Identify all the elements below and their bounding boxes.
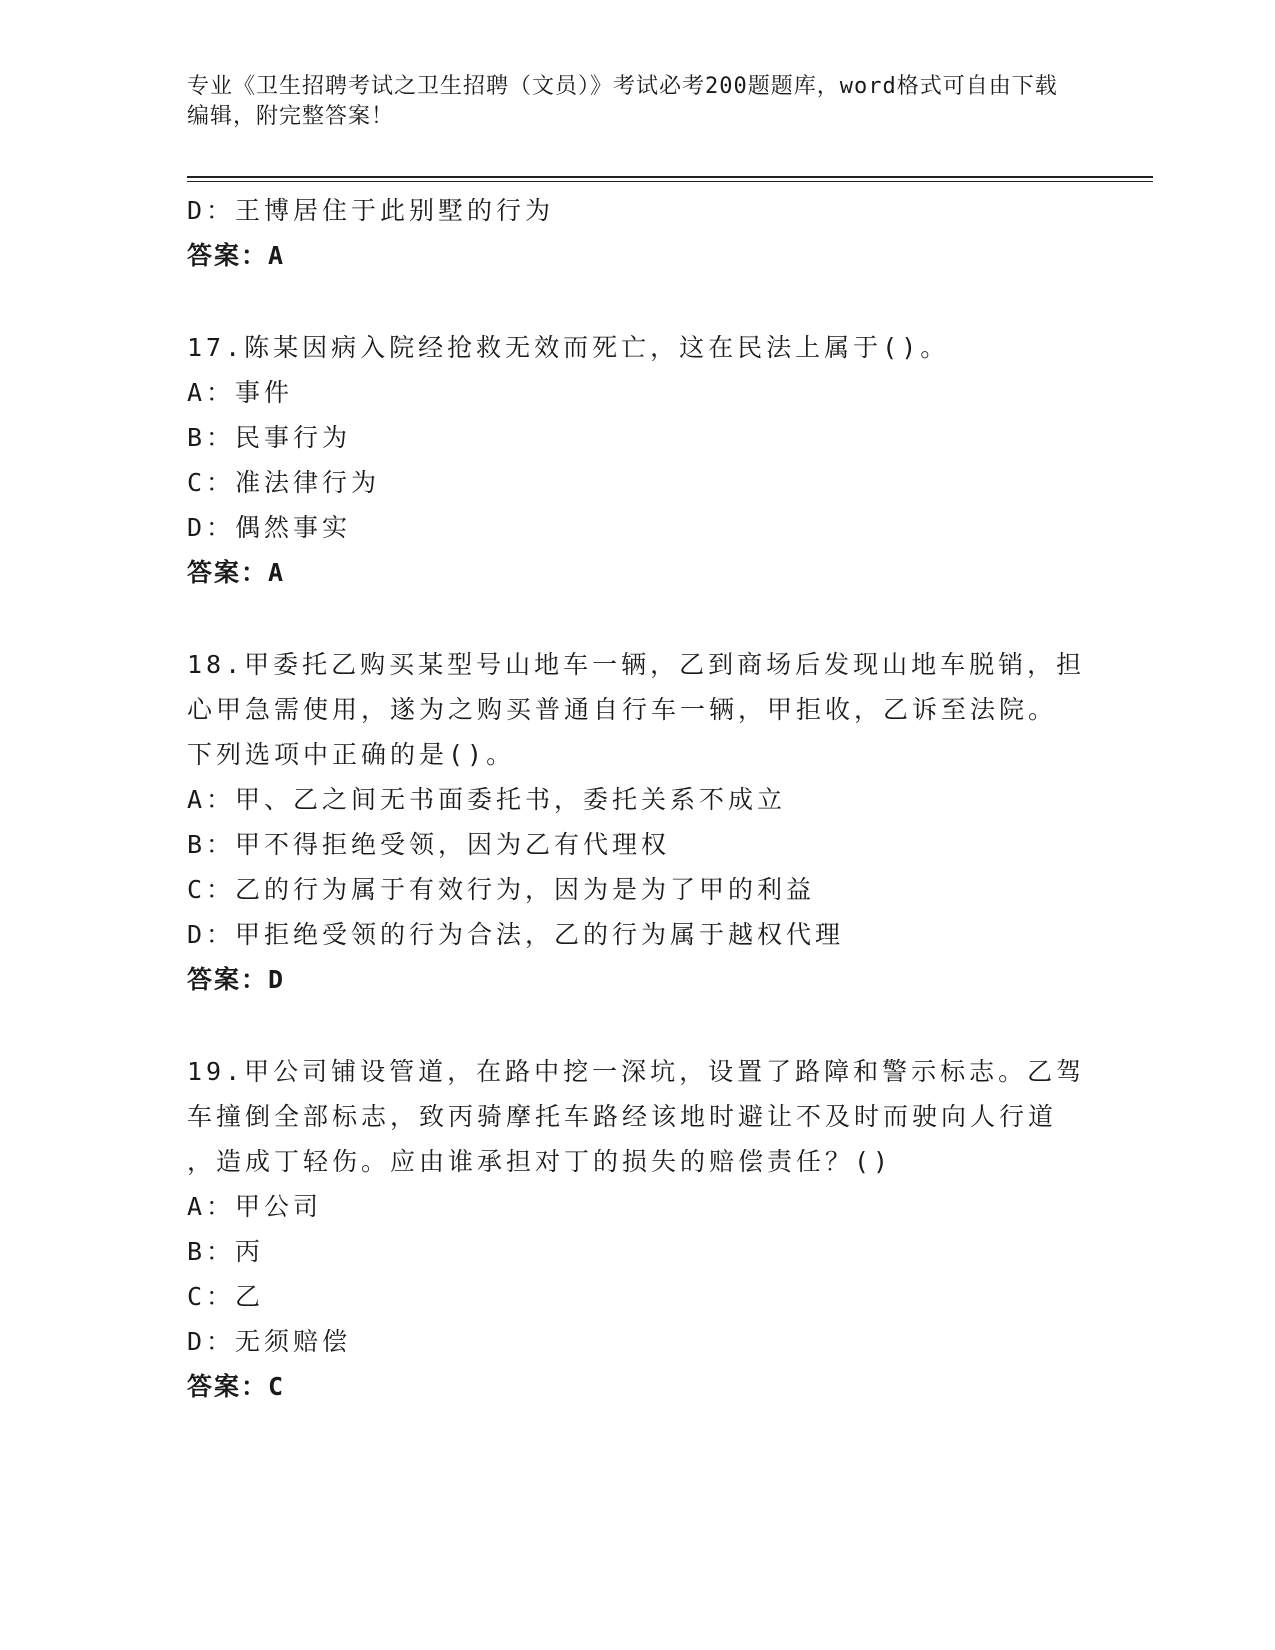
question-stem-line-3: 下列选项中正确的是()。	[187, 740, 516, 769]
spacer	[187, 595, 1087, 642]
question-18	[187, 642, 1087, 1002]
question-stem-line-1: 19.甲公司铺设管道，在路中挖一深坑，设置了路障和警示标志。乙驾	[187, 1057, 1086, 1086]
answer-line	[187, 550, 1087, 595]
document-header: 专业《卫生招聘考试之卫生招聘（文员）》考试必考200题题库，word格式可自由下载编辑，附完整答案！	[187, 74, 1058, 129]
answer-label: 答案：	[187, 241, 269, 270]
spacer	[187, 278, 1087, 325]
answer-line	[187, 233, 1087, 278]
header-divider-thick	[187, 176, 1153, 178]
question-stem-line-2: 车撞倒全部标志，致丙骑摩托车路经该地时避让不及时而驶向人行道	[187, 1102, 1058, 1131]
option-b: B：甲不得拒绝受领，因为乙有代理权	[187, 830, 671, 859]
question-stem: 17.陈某因病入院经抢救无效而死亡，这在民法上属于()。	[187, 333, 950, 362]
option-c: C：乙的行为属于有效行为，因为是为了甲的利益	[187, 875, 816, 904]
question-stem-line-2: 心甲急需使用，遂为之购买普通自行车一辆，甲拒收，乙诉至法院。	[187, 695, 1058, 724]
answer-label: 答案：	[187, 1372, 269, 1401]
question-17	[187, 325, 1087, 595]
answer-value: D	[268, 965, 286, 994]
answer-value: C	[268, 1372, 286, 1401]
option-d: D：甲拒绝受领的行为合法，乙的行为属于越权代理	[187, 920, 845, 949]
option-d: D：王博居住于此别墅的行为	[187, 196, 555, 225]
option-d: D：无须赔偿	[187, 1327, 352, 1356]
previous-question-tail	[187, 188, 1087, 278]
answer-label: 答案：	[187, 558, 269, 587]
answer-value: A	[268, 241, 286, 270]
spacer	[187, 1002, 1087, 1049]
answer-line	[187, 1364, 1087, 1409]
answer-line	[187, 957, 1087, 1002]
answer-value: A	[268, 558, 286, 587]
option-a: A：事件	[187, 378, 294, 407]
option-a: A：甲、乙之间无书面委托书，委托关系不成立	[187, 785, 787, 814]
option-c: C：准法律行为	[187, 468, 381, 497]
option-a: A：甲公司	[187, 1192, 323, 1221]
header-divider-thin	[187, 181, 1153, 182]
question-stem-line-1: 18.甲委托乙购买某型号山地车一辆，乙到商场后发现山地车脱销，担	[187, 650, 1086, 679]
option-b: B：民事行为	[187, 423, 352, 452]
question-stem-line-3: ，造成丁轻伤。应由谁承担对丁的损失的赔偿责任？()	[187, 1147, 893, 1176]
question-19	[187, 1049, 1087, 1409]
option-d: D：偶然事实	[187, 513, 352, 542]
option-c: C：乙	[187, 1282, 265, 1311]
option-b: B：丙	[187, 1237, 265, 1266]
question-content	[187, 188, 1087, 1409]
answer-label: 答案：	[187, 965, 269, 994]
